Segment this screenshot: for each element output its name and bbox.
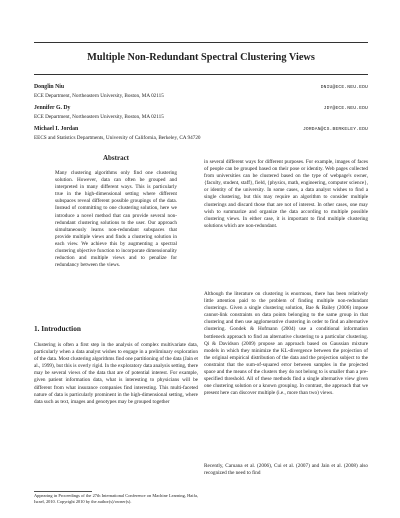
section-heading-introduction: 1. Introduction	[34, 324, 81, 333]
author-email: JDY@ECE.NEU.EDU	[323, 106, 368, 111]
paragraph-text: Although the literature on clustering is enormous, there has been relatively little attention paid to the problem of finding multiple non-redundant clusterings. Given a single clustering solution, Bae & Bailey (2006) impose cannot-link constraints on data points belonging to the same group in that clustering and then use agglomerative clustering in order to find an alternative clustering. Gondek & Hofmann (2004) use a conditional information bottleneck approach to find an alternative clustering to a particular clustering. Qi & Davidson (2009) propose an approach based on Gaussian mixture models in which they minimize the KL-divergence between the projection of the original empirical distribution of the data and the projection subject to the constraint that the sum-of-squared error between samples in the projected space and the means of the clusters they do not belong to is smaller than a pre-specified threshold. All of these methods find a single alternative view given one clustering solution or a known grouping. In contrast, the approach that we present here can discover multiple (i.e., more than two) views.	[204, 291, 368, 397]
right-column-paragraph	[204, 159, 368, 287]
abstract-heading: Abstract	[102, 154, 130, 162]
footnote: Appearing in Proceedings of the 27th International Conference on Machine Learning, Haifa, Israel, 2010. Copyright 2010 by the author(s)/owner(s).	[34, 493, 198, 504]
paragraph-text: in several different ways for different purposes. For example, images of faces of people can be grouped based on their pose or identity. Web pages collected from universities can be clustered based on the type of webpage's owner, {faculty, student, staff}, field, {physics, math, engineering, computer science}, or identity of the university. In some cases, a data analyst wishes to find a single clustering, but this may require an algorithm to consider multiple clusterings and discard those that are not of interest. In other cases, one may wish to summarize and organize the data according to multiple possible clustering views. In either case, it is important to find multiple clustering solutions which are non-redundant.	[204, 159, 368, 229]
right-column-paragraph	[204, 463, 368, 485]
paper-title: Multiple Non-Redundant Spectral Clustering Views	[87, 52, 315, 63]
author-affiliation: ECE Department, Northeastern University, Boston, MA 02115	[34, 114, 164, 120]
author-name: Donglin Niu	[34, 84, 65, 90]
right-column-paragraph	[204, 291, 368, 459]
paragraph-text: Recently, Caruana et al. (2006), Cui et al. (2007) and Jain et al. (2008) also recognized the need to find	[204, 463, 368, 477]
footnote-separator	[34, 491, 92, 492]
top-rule	[34, 42, 368, 43]
author-affiliation: EECS and Statistics Departments, University of California, Berkeley, CA 94720	[34, 135, 201, 141]
introduction-body	[34, 342, 198, 486]
abstract-body	[55, 170, 177, 312]
author-affiliation: ECE Department, Northeastern University, Boston, MA 02115	[34, 93, 164, 99]
introduction-text: Clustering is often a first step in the analysis of complex multivariate data, particularly when a data analyst wishes to engage in a preliminary exploration of the data. Most clustering algorithms find one partitioning of the data (Jain et al., 1999), but this is overly rigid. In the exploratory data analysis setting, there may be several views of the data that are of potential interest. For example, given patient information data, what is interesting to physicians will be different from what insurance companies find interesting. This multi-faceted nature of data is particularly prominent in the high-dimensional setting, where data such as text, images and genotypes may be grouped together	[34, 342, 198, 405]
title-bottom-rule	[34, 74, 368, 75]
author-name: Michael I. Jordan	[34, 126, 79, 132]
abstract-text: Many clustering algorithms only find one clustering solution. However, data can often be grouped and interpreted in many different ways. This is particularly true in the high-dimensional setting where different subspaces reveal different possible groupings of the data. Instead of committing to one clustering solution, here we introduce a novel method that can provide several non-redundant clustering solutions to the user. Our approach simultaneously learns non-redundant subspaces that provide multiple views and finds a clustering solution in each view. We achieve this by augmenting a spectral clustering objective function to incorporate dimensionality reduction and multiple views and to penalize for redundancy between the views.	[55, 170, 177, 269]
author-email: DNIU@ECE.NEU.EDU	[320, 85, 368, 90]
author-email: JORDAN@CS.BERKELEY.EDU	[302, 127, 368, 132]
author-name: Jennifer G. Dy	[34, 105, 71, 111]
